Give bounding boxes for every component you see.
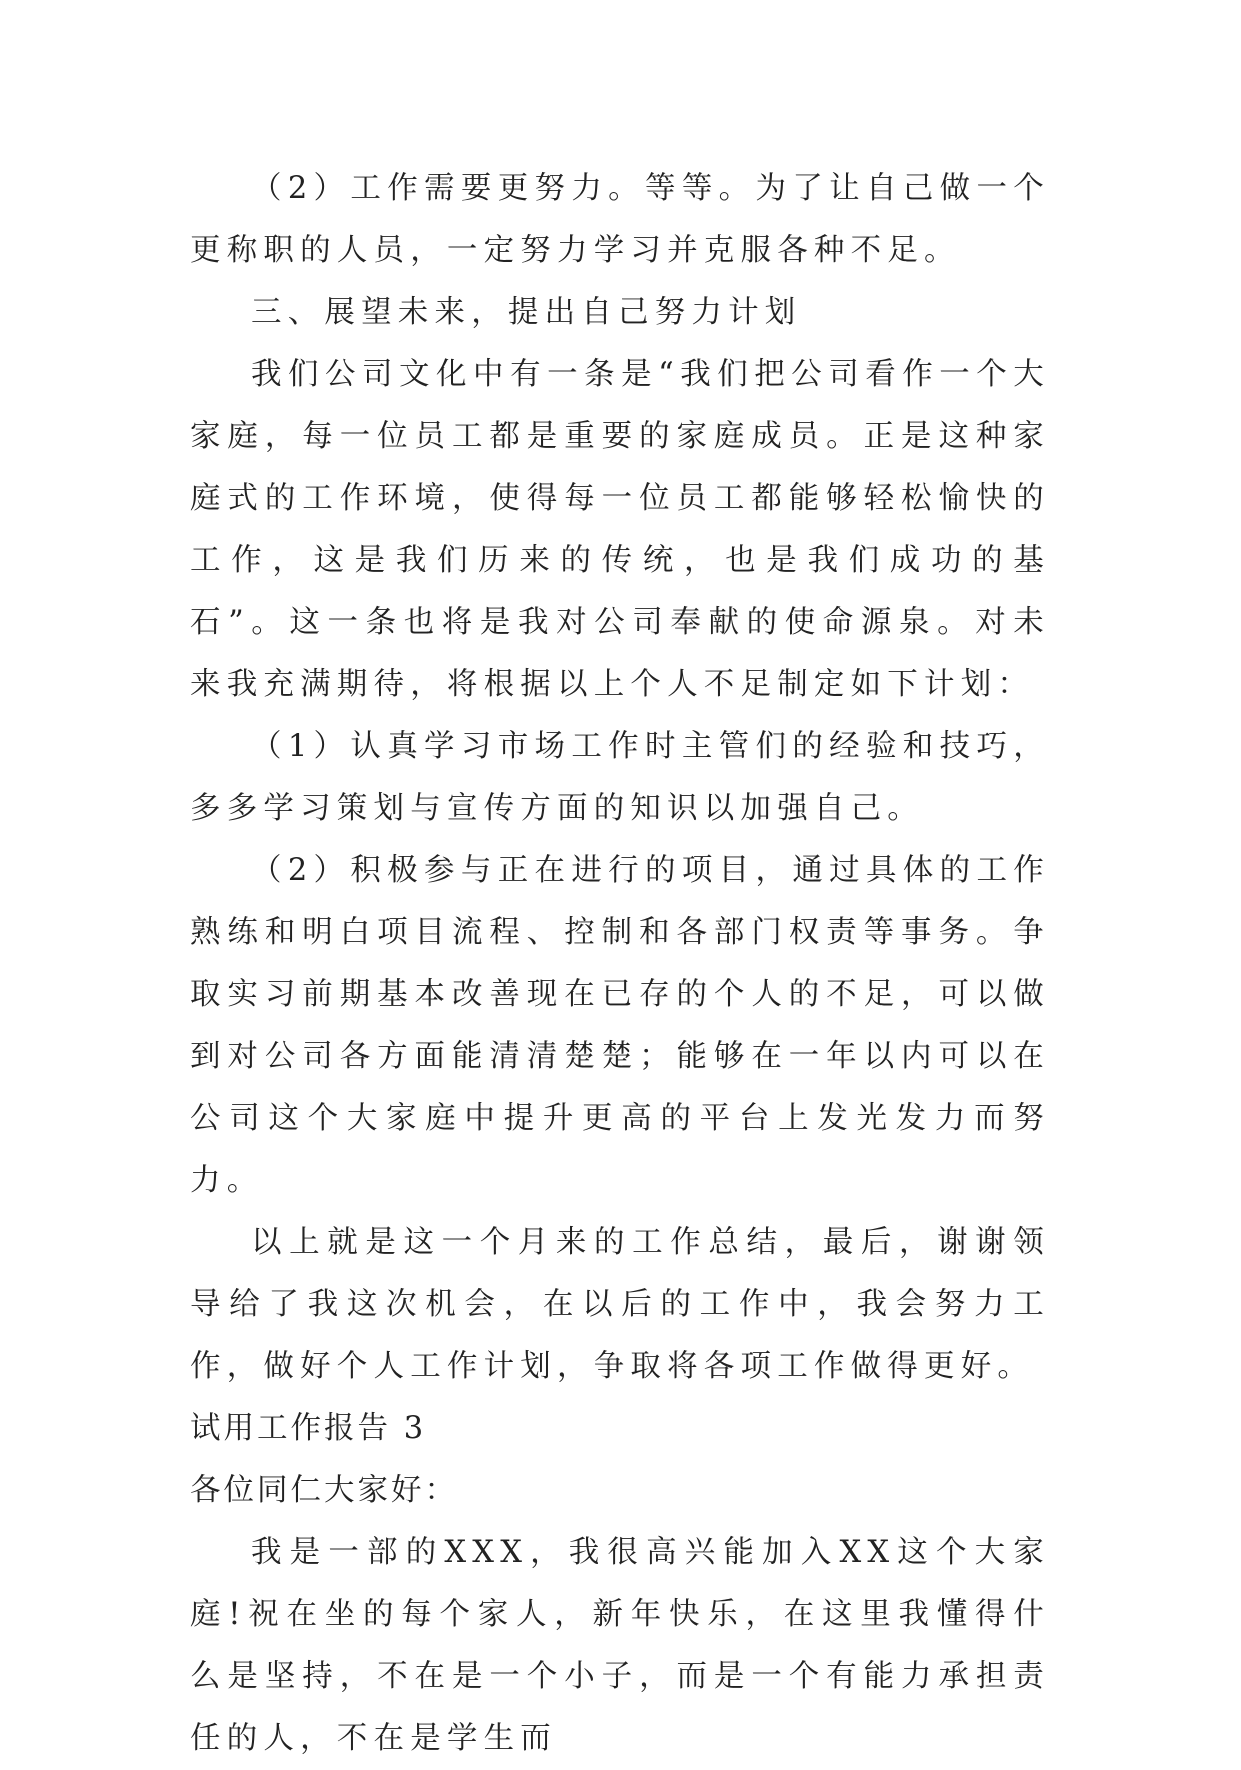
- greeting-line: 各位同仁大家好：: [190, 1473, 458, 1508]
- section-heading-future-plan: 三、展望未来，提出自己努力计划: [251, 295, 802, 330]
- plan-item-1: （1）认真学习市场工作时主管们的经验和技巧，多多学习策划与宣传方面的知识以加强自己。: [190, 729, 1050, 826]
- plan-item-2: （2）积极参与正在进行的项目，通过具体的工作熟练和明白项目流程、控制和各部门权责等事务。争取实习前期基本改善现在已存的个人的不足，可以做到对公司各方面能清清楚楚；能够在一年以内可以在公司这个大家庭中提升更高的平台上发光发力而努力。: [190, 853, 1050, 1198]
- report-title: 试用工作报告 3: [190, 1411, 427, 1446]
- paragraph-closing-summary: 以上就是这一个月来的工作总结，最后，谢谢领导给了我这次机会，在以后的工作中，我会努力工作，做好个人工作计划，争取将各项工作做得更好。: [190, 1225, 1050, 1384]
- paragraph-company-culture: 我们公司文化中有一条是“我们把公司看作一个大家庭，每一位员工都是重要的家庭成员。正是这种家庭式的工作环境，使得每一位员工都能够轻松愉快的工作，这是我们历来的传统，也是我们成功的基石”。这一条也将是我对公司奉献的使命源泉。对未来我充满期待，将根据以上个人不足制定如下计划：: [190, 357, 1050, 702]
- document-body: [190, 158, 1050, 1770]
- paragraph-introduction: 我是一部的XXX，我很高兴能加入XX这个大家庭!祝在坐的每个家人，新年快乐，在这里我懂得什么是坚持，不在是一个小子，而是一个有能力承担责任的人，不在是学生而: [190, 1535, 1050, 1756]
- paragraph-work-effort: （2）工作需要更努力。等等。为了让自己做一个更称职的人员，一定努力学习并克服各种不足。: [190, 171, 1050, 268]
